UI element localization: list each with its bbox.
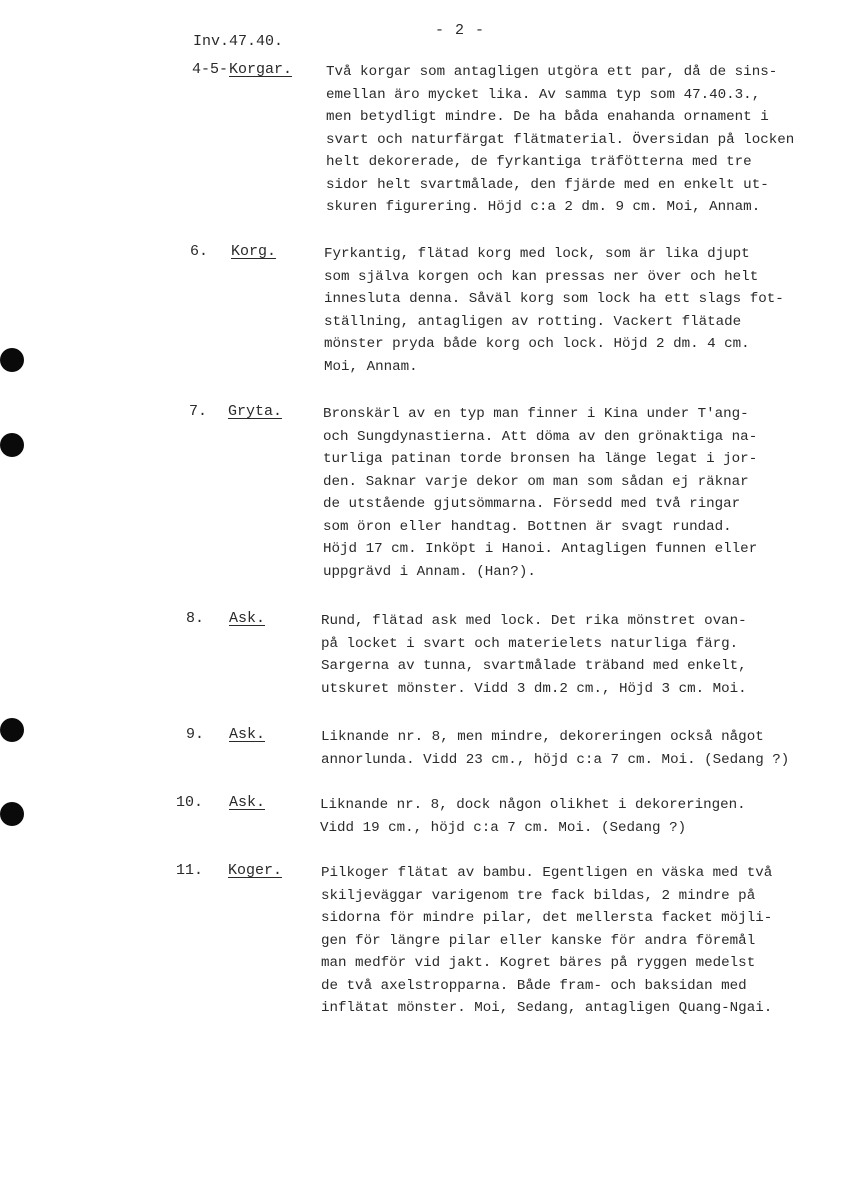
entry-number: 7. xyxy=(189,403,208,420)
description-line: och Sungdynastierna. Att döma av den grönaktiga na- xyxy=(323,428,758,445)
entry-category: Korg. xyxy=(231,243,277,260)
entry-category: Ask. xyxy=(229,794,266,811)
description-line: mönster pryda både korg och lock. Höjd 2 dm. 4 cm. xyxy=(324,336,750,352)
description-line: sidorna för mindre pilar, det mellersta facket möjli- xyxy=(321,910,773,926)
description-line: de två axelstropparna. Både fram- och baksidan med xyxy=(321,977,747,994)
description-line: skuren figurering. Höjd c:a 2 dm. 9 cm. Moi, Annam. xyxy=(326,199,761,215)
description-line: Två korgar som antagligen utgöra ett par, då de sins- xyxy=(326,64,778,80)
entry-number: 9. xyxy=(186,726,205,743)
description-line: svart och naturfärgat flätmaterial. Översidan på locken xyxy=(326,131,795,148)
entry-description xyxy=(321,862,791,1020)
description-line: Liknande nr. 8, men mindre, dekoreringen också något xyxy=(321,729,764,745)
entry-number: 8. xyxy=(186,610,205,627)
description-line: gen för längre pilar eller kanske för andra föremål xyxy=(321,932,756,949)
entry-category: Ask. xyxy=(229,610,266,627)
description-line: sidor helt svartmålade, den fjärde med en enkelt ut- xyxy=(326,176,769,193)
punch-hole xyxy=(0,802,24,826)
entry-category: Gryta. xyxy=(228,403,283,420)
entry-number: 6. xyxy=(190,243,209,260)
entry-description xyxy=(321,610,791,700)
entry-description xyxy=(320,794,790,839)
page-number: - 2 - xyxy=(435,22,486,39)
description-line: inflätat mönster. Moi, Sedang, antagligen Quang-Ngai. xyxy=(321,1000,773,1016)
description-line: men betydligt mindre. De ha båda enahanda ornament i xyxy=(326,109,769,125)
description-line: ställning, antagligen av rotting. Vackert flätade xyxy=(324,313,742,330)
description-line: Bronskärl av en typ man finner i Kina under T'ang- xyxy=(323,406,749,422)
description-line: Höjd 17 cm. Inköpt i Hanoi. Antagligen funnen eller xyxy=(323,541,758,557)
description-line: Sargerna av tunna, svartmålade träband med enkelt, xyxy=(321,658,747,674)
description-line: på locket i svart och materielets naturliga färg. xyxy=(321,635,739,652)
description-line: Pilkoger flätat av bambu. Egentligen en väska med två xyxy=(321,865,773,881)
entry-number: 10. xyxy=(176,794,204,811)
entry-description xyxy=(324,243,794,378)
entry-category: Koger. xyxy=(228,862,283,879)
entry-category: Ask. xyxy=(229,726,266,743)
description-line: den. Saknar varje dekor om man som sådan ej räknar xyxy=(323,473,749,490)
punch-hole xyxy=(0,348,24,372)
punch-hole xyxy=(0,718,24,742)
description-line: innesluta denna. Såväl korg som lock ha ett slags fot- xyxy=(324,291,784,307)
description-line: annorlunda. Vidd 23 cm., höjd c:a 7 cm. Moi. (Sedang ?) xyxy=(321,751,790,768)
entry-description xyxy=(323,403,793,583)
description-line: de utstående gjutsömmarna. Försedd med två ringar xyxy=(323,496,741,512)
description-line: Rund, flätad ask med lock. Det rika mönstret ovan- xyxy=(321,613,747,629)
entry-number: 4-5- xyxy=(192,61,229,78)
inventory-number: Inv.47.40. xyxy=(193,33,284,50)
description-line: som öron eller handtag. Bottnen är svagt rundad. xyxy=(323,518,732,535)
entry-description xyxy=(326,61,796,219)
description-line: Moi, Annam. xyxy=(324,358,418,375)
description-line: Vidd 19 cm., höjd c:a 7 cm. Moi. (Sedang ?) xyxy=(320,819,687,836)
description-line: skiljeväggar varigenom tre fack bildas, 2 mindre på xyxy=(321,887,756,904)
description-line: utskuret mönster. Vidd 3 dm.2 cm., Höjd 3 cm. Moi. xyxy=(321,680,747,697)
description-line: som själva korgen och kan pressas ner över och helt xyxy=(324,268,759,285)
description-line: helt dekorerade, de fyrkantiga träfötterna med tre xyxy=(326,154,752,170)
punch-hole xyxy=(0,433,24,457)
description-line: Liknande nr. 8, dock någon olikhet i dekoreringen. xyxy=(320,797,746,813)
description-line: emellan äro mycket lika. Av samma typ som 47.40.3., xyxy=(326,86,761,103)
description-line: Fyrkantig, flätad korg med lock, som är lika djupt xyxy=(324,246,750,262)
entry-number: 11. xyxy=(176,862,204,879)
description-line: turliga patinan torde bronsen ha länge legat i jor- xyxy=(323,451,758,467)
description-line: man medför vid jakt. Kogret bäres på ryggen medelst xyxy=(321,955,756,971)
description-line: uppgrävd i Annam. (Han?). xyxy=(323,563,536,580)
entry-description xyxy=(321,726,791,771)
entry-category: Korgar. xyxy=(229,61,293,78)
